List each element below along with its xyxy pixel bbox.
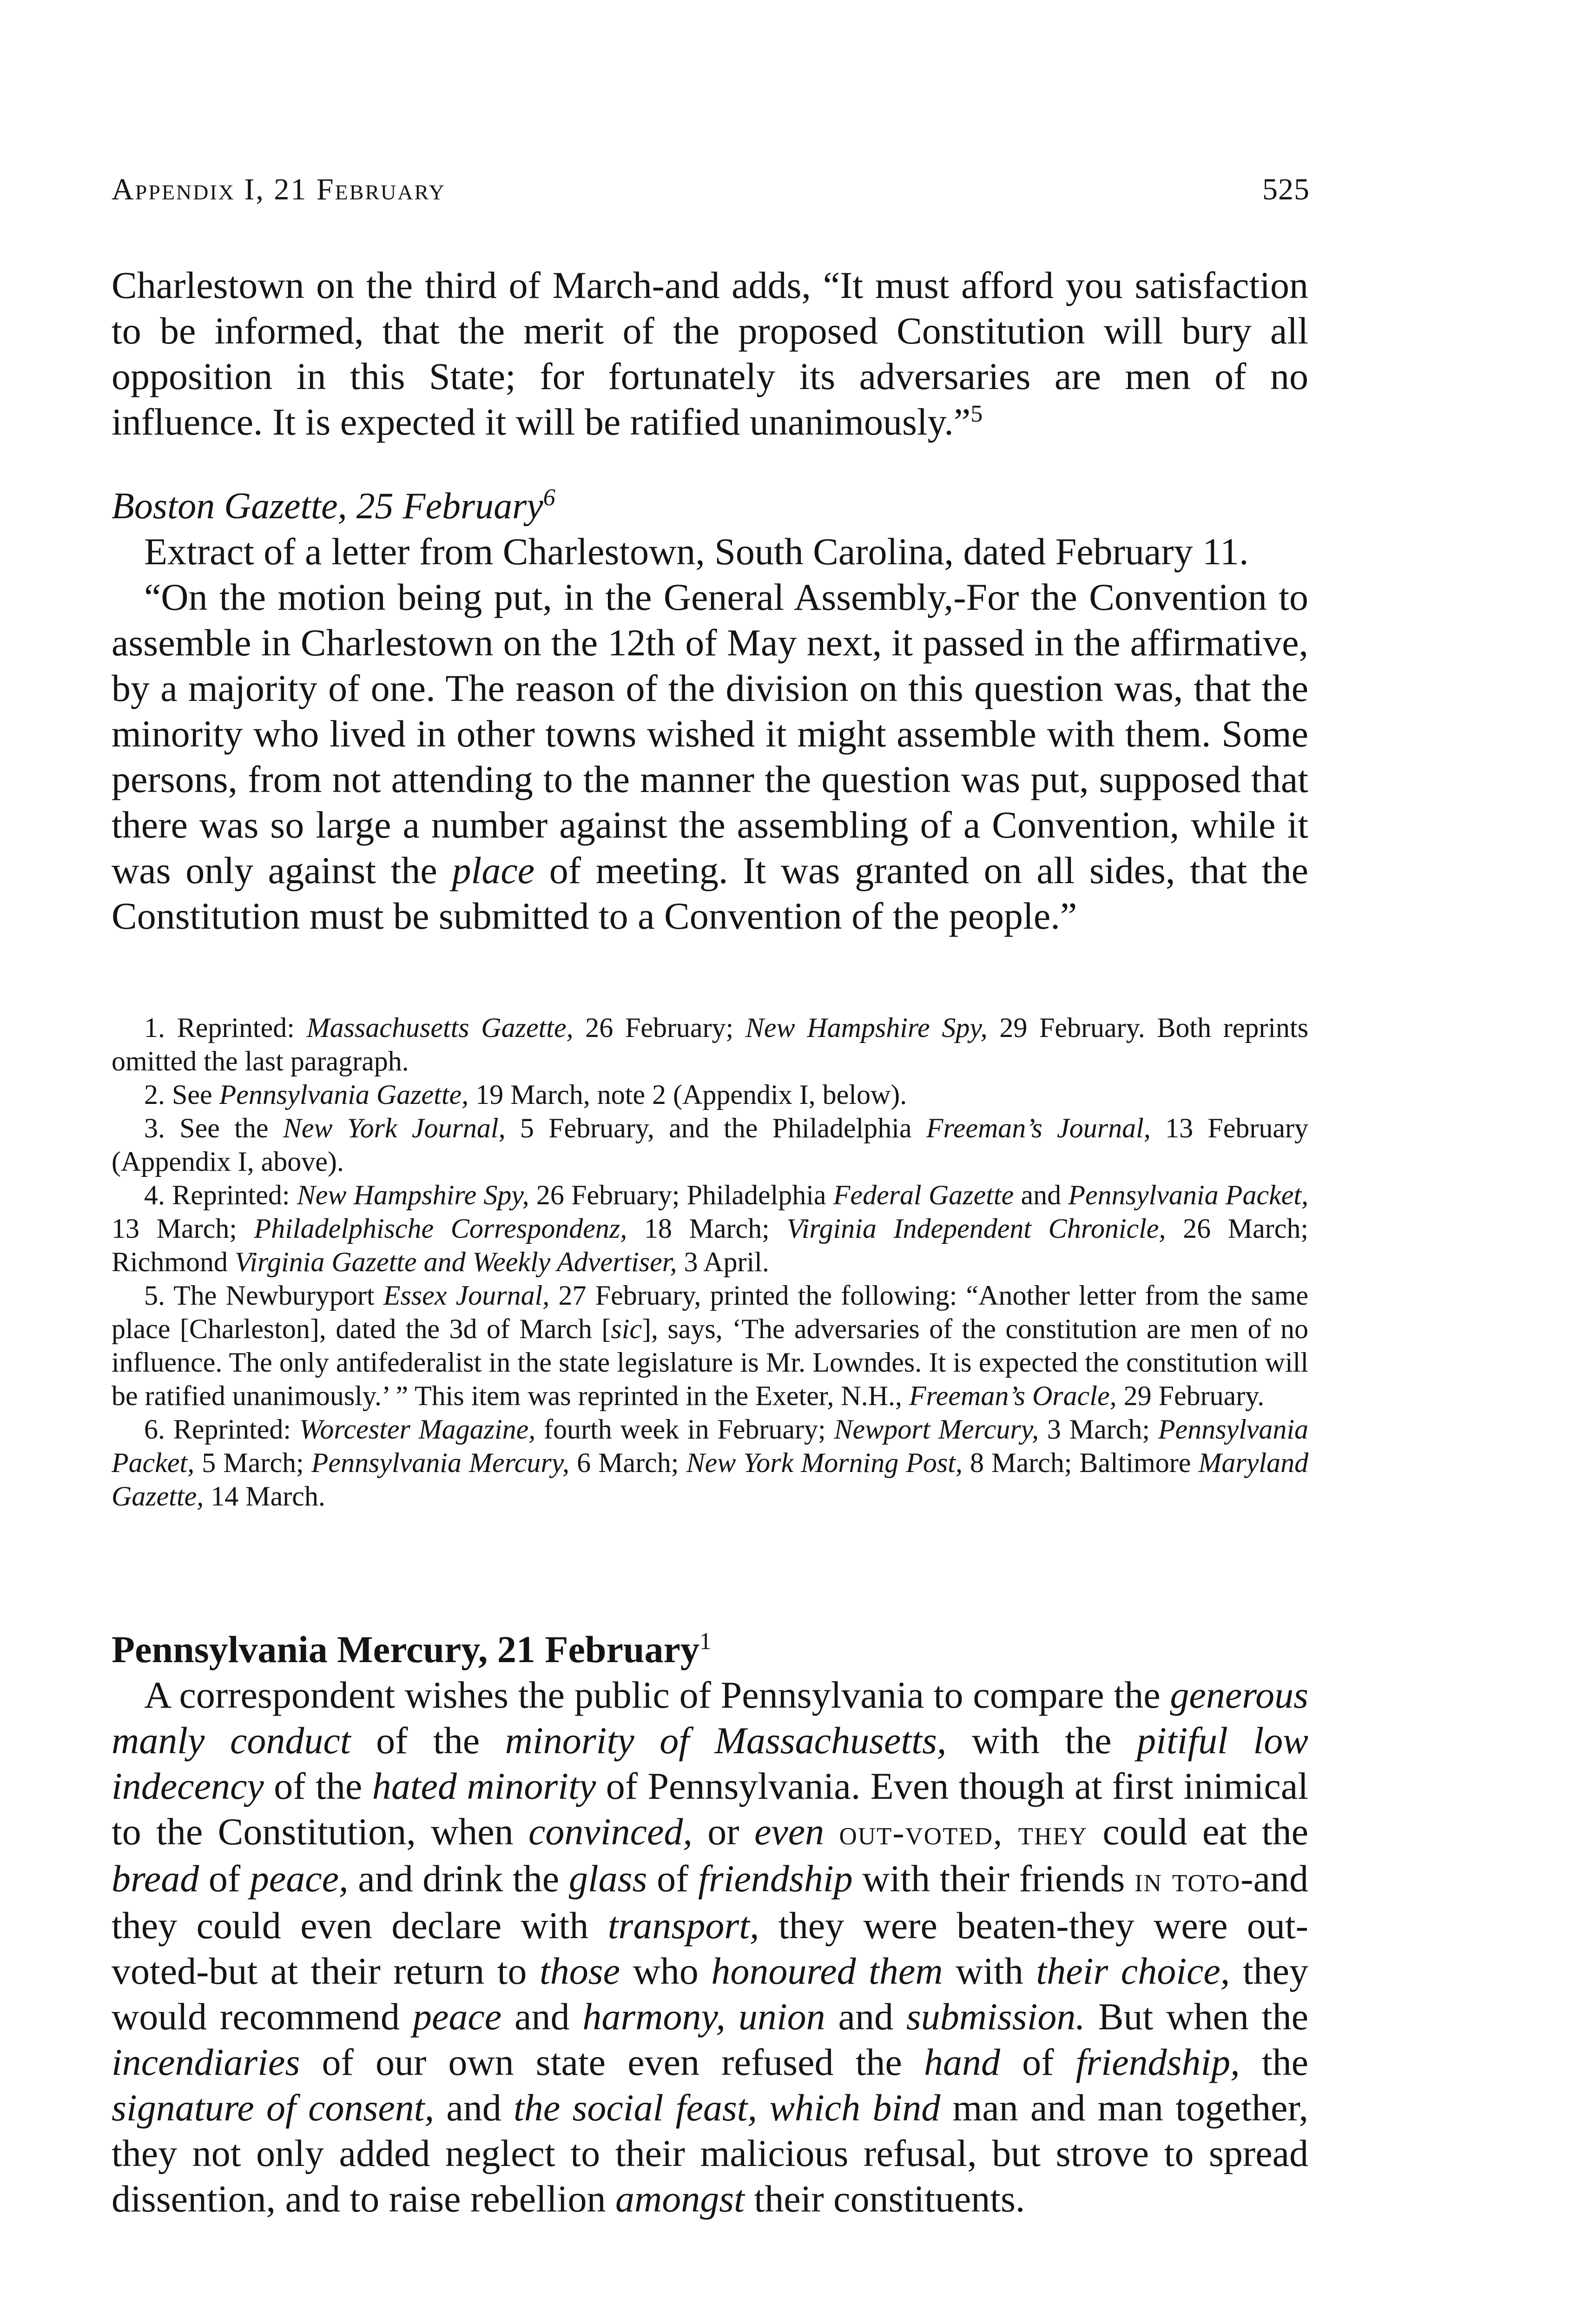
footnote-number: 6. (144, 1414, 165, 1445)
italic-phrase: the social feast, which bind (514, 2086, 941, 2129)
text-run: of the (350, 1719, 505, 1762)
text-run: with (943, 1950, 1036, 1992)
footnote-title: Freeman’s Oracle, (909, 1380, 1117, 1411)
boston-gazette-extract-line: Extract of a letter from Charlestown, South Carolina, dated February 11. (144, 530, 1249, 573)
text-run: of our own state even refused the (300, 2041, 924, 2083)
footnote-text: 18 March; (644, 1213, 770, 1244)
italic-phrase: peace (412, 1995, 502, 2038)
text-run: they would recommend (112, 1950, 1308, 2038)
italic-phrase: friendship, (1075, 2041, 1240, 2083)
footnote-text: See (172, 1079, 212, 1110)
footnote-text: fourth week in February; (544, 1414, 826, 1445)
footnote-title: New York Journal, (283, 1113, 506, 1143)
boston-letter-text-a: “On the motion being put, in the General Assembly,-For the Convention to assemble in Charlestown on the 12th of May next, it passed in the affirmative, by a majority of one. The reason of the division on this question was, that the minority who lived in other towns wished it might assemble with them. Some persons, from not attending to the manner the question was put, supposed that there was so large a number against the assembling of a Convention, while it was only against the (112, 576, 1308, 891)
footnote-text: 13 March; (112, 1213, 237, 1244)
footnote-title: New Hampshire Spy, (297, 1180, 529, 1210)
italic-phrase: their choice, (1036, 1950, 1230, 1992)
note-ref-6: 6 (543, 484, 555, 511)
footnote-number: 5. (144, 1280, 165, 1311)
boston-gazette-heading (112, 483, 1308, 529)
footnote-text: 29 February. Both reprints omitted the last paragraph. (112, 1012, 1309, 1076)
footnote-title: Pennsylvania Packet, (1068, 1180, 1309, 1210)
note-ref-5: 5 (970, 401, 983, 427)
italic-phrase: pitiful low indecency (112, 1719, 1309, 1807)
italic-phrase: honoured them (711, 1950, 943, 1992)
text-run: man and man together, they not only added neglect to their malicious refusal, but strove to spread dissention, and to raise rebellion (112, 2086, 1308, 2220)
text-run: and (434, 2086, 514, 2129)
text-run (824, 1810, 839, 1853)
footnote-title: New Hampshire Spy, (745, 1012, 988, 1043)
footnote-text: and (1021, 1180, 1062, 1210)
footnote-text: Reprinted: (177, 1012, 295, 1043)
footnote-title: Virginia Independent Chronicle, (786, 1213, 1166, 1244)
pennsylvania-mercury-paragraph (112, 1672, 1308, 2222)
footnote-text: 26 February; Philadelphia (536, 1180, 826, 1210)
footnote-title: Virginia Gazette and Weekly Advertiser, (235, 1247, 677, 1277)
footnote-6 (112, 1413, 1308, 1513)
footnotes (112, 1011, 1308, 1513)
text-run: or (692, 1810, 754, 1853)
footnote-text: 26 March; Richmond (112, 1213, 1309, 1277)
footnote-title: New York Morning Post, (686, 1447, 963, 1478)
footnote-text: 19 March, note 2 (Appendix I, below). (475, 1079, 907, 1110)
footnote-text: 27 February, printed the following: “Another letter from the same place [Charleston], dated the 3d of March [ (112, 1280, 1309, 1344)
footnote-title: Philadelphische Correspondenz, (254, 1213, 627, 1244)
footnote-title: Worcester Magazine, (299, 1414, 536, 1445)
text-run: who (620, 1950, 712, 1992)
footnote-text: 14 March. (211, 1481, 325, 1512)
footnote-title: Massachusetts Gazette, (306, 1012, 574, 1043)
italic-phrase: those (539, 1950, 620, 1992)
continued-paragraph-text: Charlestown on the third of March-and adds, “It must afford you satisfaction to be informed, that the merit of the proposed Constitution will bury all opposition in this State; for fortunately its adversaries are men of no influence. It is expected it will be ratified unanimously.” (112, 264, 1308, 443)
italic-phrase: convinced, (528, 1810, 693, 1853)
boston-gazette-title: Boston Gazette, 25 February (112, 486, 543, 527)
text-run: and (825, 1995, 906, 2038)
text-run: they were beaten-they were out-voted-but at their return to (112, 1904, 1308, 1992)
italic-phrase: peace, (250, 1857, 349, 1900)
italic-phrase: hand (924, 2041, 1000, 2083)
italic-phrase: transport, (607, 1904, 759, 1947)
footnote-text: 3 April. (684, 1247, 769, 1277)
footnote-text: 29 February. (1123, 1380, 1265, 1411)
italic-phrase: bread (112, 1857, 199, 1900)
text-run: could eat the (1087, 1810, 1308, 1853)
text-run: -and they could even declare with (112, 1857, 1308, 1947)
italic-phrase: hated minority (372, 1765, 596, 1807)
text-run: But when the (1085, 1995, 1308, 2038)
italic-phrase: generous manly conduct (112, 1674, 1308, 1762)
text-run: of Pennsylvania. Even though at first inimical to the Constitution, when (112, 1765, 1308, 1853)
footnote-number: 3. (144, 1113, 165, 1143)
small-caps-phrase: in toto (1134, 1861, 1241, 1899)
footnote-3 (112, 1111, 1308, 1178)
text-run: of (1000, 2041, 1076, 2083)
running-head: Appendix I, 21 February (112, 172, 446, 206)
boston-gazette-section (112, 483, 1308, 939)
footnote-title: Maryland Gazette, (112, 1447, 1309, 1512)
pennsylvania-mercury-title: Pennsylvania Mercury, 21 February (112, 1628, 699, 1670)
italic-phrase: amongst (615, 2178, 745, 2220)
footnote-title: Newport Mercury, (834, 1414, 1039, 1445)
note-ref-1: 1 (699, 1628, 712, 1655)
footnote-text: 6 March; (577, 1447, 679, 1478)
small-caps-phrase: out-voted, they (839, 1814, 1088, 1852)
footnote-text: Reprinted: (172, 1180, 290, 1210)
footnote-4 (112, 1178, 1308, 1279)
text-run: and drink the (348, 1857, 569, 1900)
text-run: of the (264, 1765, 372, 1807)
footnote-title: Federal Gazette (833, 1180, 1014, 1210)
pennsylvania-mercury-section (112, 1627, 1308, 2222)
text-run: of (647, 1857, 699, 1900)
footnote-text: Reprinted: (173, 1414, 291, 1445)
footnote-title: Pennsylvania Gazette, (219, 1079, 469, 1110)
boston-gazette-letter (112, 574, 1308, 939)
footnote-text: 13 February (Appendix I, above). (112, 1113, 1309, 1177)
footnote-text: 3 March; (1047, 1414, 1150, 1445)
boston-letter-italic-place: place (452, 849, 535, 891)
text-run: their constituents. (744, 2178, 1025, 2220)
footnote-text: 26 February; (585, 1012, 734, 1043)
footnote-text: See the (179, 1113, 269, 1143)
footnote-text: 8 March; Baltimore (970, 1447, 1191, 1478)
italic-phrase: glass (568, 1857, 647, 1900)
italic-phrase: harmony, union (582, 1995, 825, 2038)
footnote-text: The Newburyport (173, 1280, 375, 1311)
footnote-5 (112, 1279, 1308, 1413)
text-run: with their friends (852, 1857, 1135, 1900)
text-run: the (1240, 2041, 1309, 2083)
footnote-text: 5 March; (202, 1447, 304, 1478)
footnote-number: 2. (144, 1079, 165, 1110)
italic-phrase: submission. (906, 1995, 1085, 2038)
footnote-sic: sic (611, 1314, 642, 1344)
footnote-title: Pennsylvania Packet, (112, 1414, 1309, 1478)
footnote-title: Essex Journal, (383, 1280, 550, 1311)
footnote-2 (112, 1078, 1308, 1111)
text-run: of (199, 1857, 250, 1900)
text-run: with the (946, 1719, 1137, 1762)
italic-phrase: even (754, 1810, 825, 1853)
footnote-text: 5 February, and the Philadelphia (520, 1113, 912, 1143)
italic-phrase: minority of Massachusetts, (505, 1719, 947, 1762)
pennsylvania-mercury-heading (112, 1627, 1308, 1672)
top-section (112, 263, 1308, 445)
footnote-1 (112, 1011, 1308, 1078)
boston-letter-text-b: of meeting. It was granted on all sides, that the Constitution must be submitted to a Convention of the people.” (112, 849, 1308, 937)
text-run: A correspondent wishes the public of Pennsylvania to compare the (144, 1674, 1170, 1716)
footnote-title: Pennsylvania Mercury, (311, 1447, 570, 1478)
footnote-number: 4. (144, 1180, 165, 1210)
footnote-title: Freeman’s Journal, (926, 1113, 1151, 1143)
footnote-number: 1. (144, 1012, 165, 1043)
italic-phrase: signature of consent, (112, 2086, 435, 2129)
continued-paragraph (112, 263, 1308, 445)
page-number: 525 (1262, 172, 1310, 206)
running-header (112, 172, 1310, 207)
italic-phrase: incendiaries (112, 2041, 300, 2083)
footnote-text: ], says, ‘The adversaries of the constitution are men of no influence. The only antifederalist in the state legislature is Mr. Lowndes. It is expected the constitution will be ratified unanimously.’ ” This item was reprinted in the Exeter, N.H., (112, 1314, 1308, 1411)
italic-phrase: friendship (698, 1857, 853, 1900)
text-run: and (501, 1995, 583, 2038)
